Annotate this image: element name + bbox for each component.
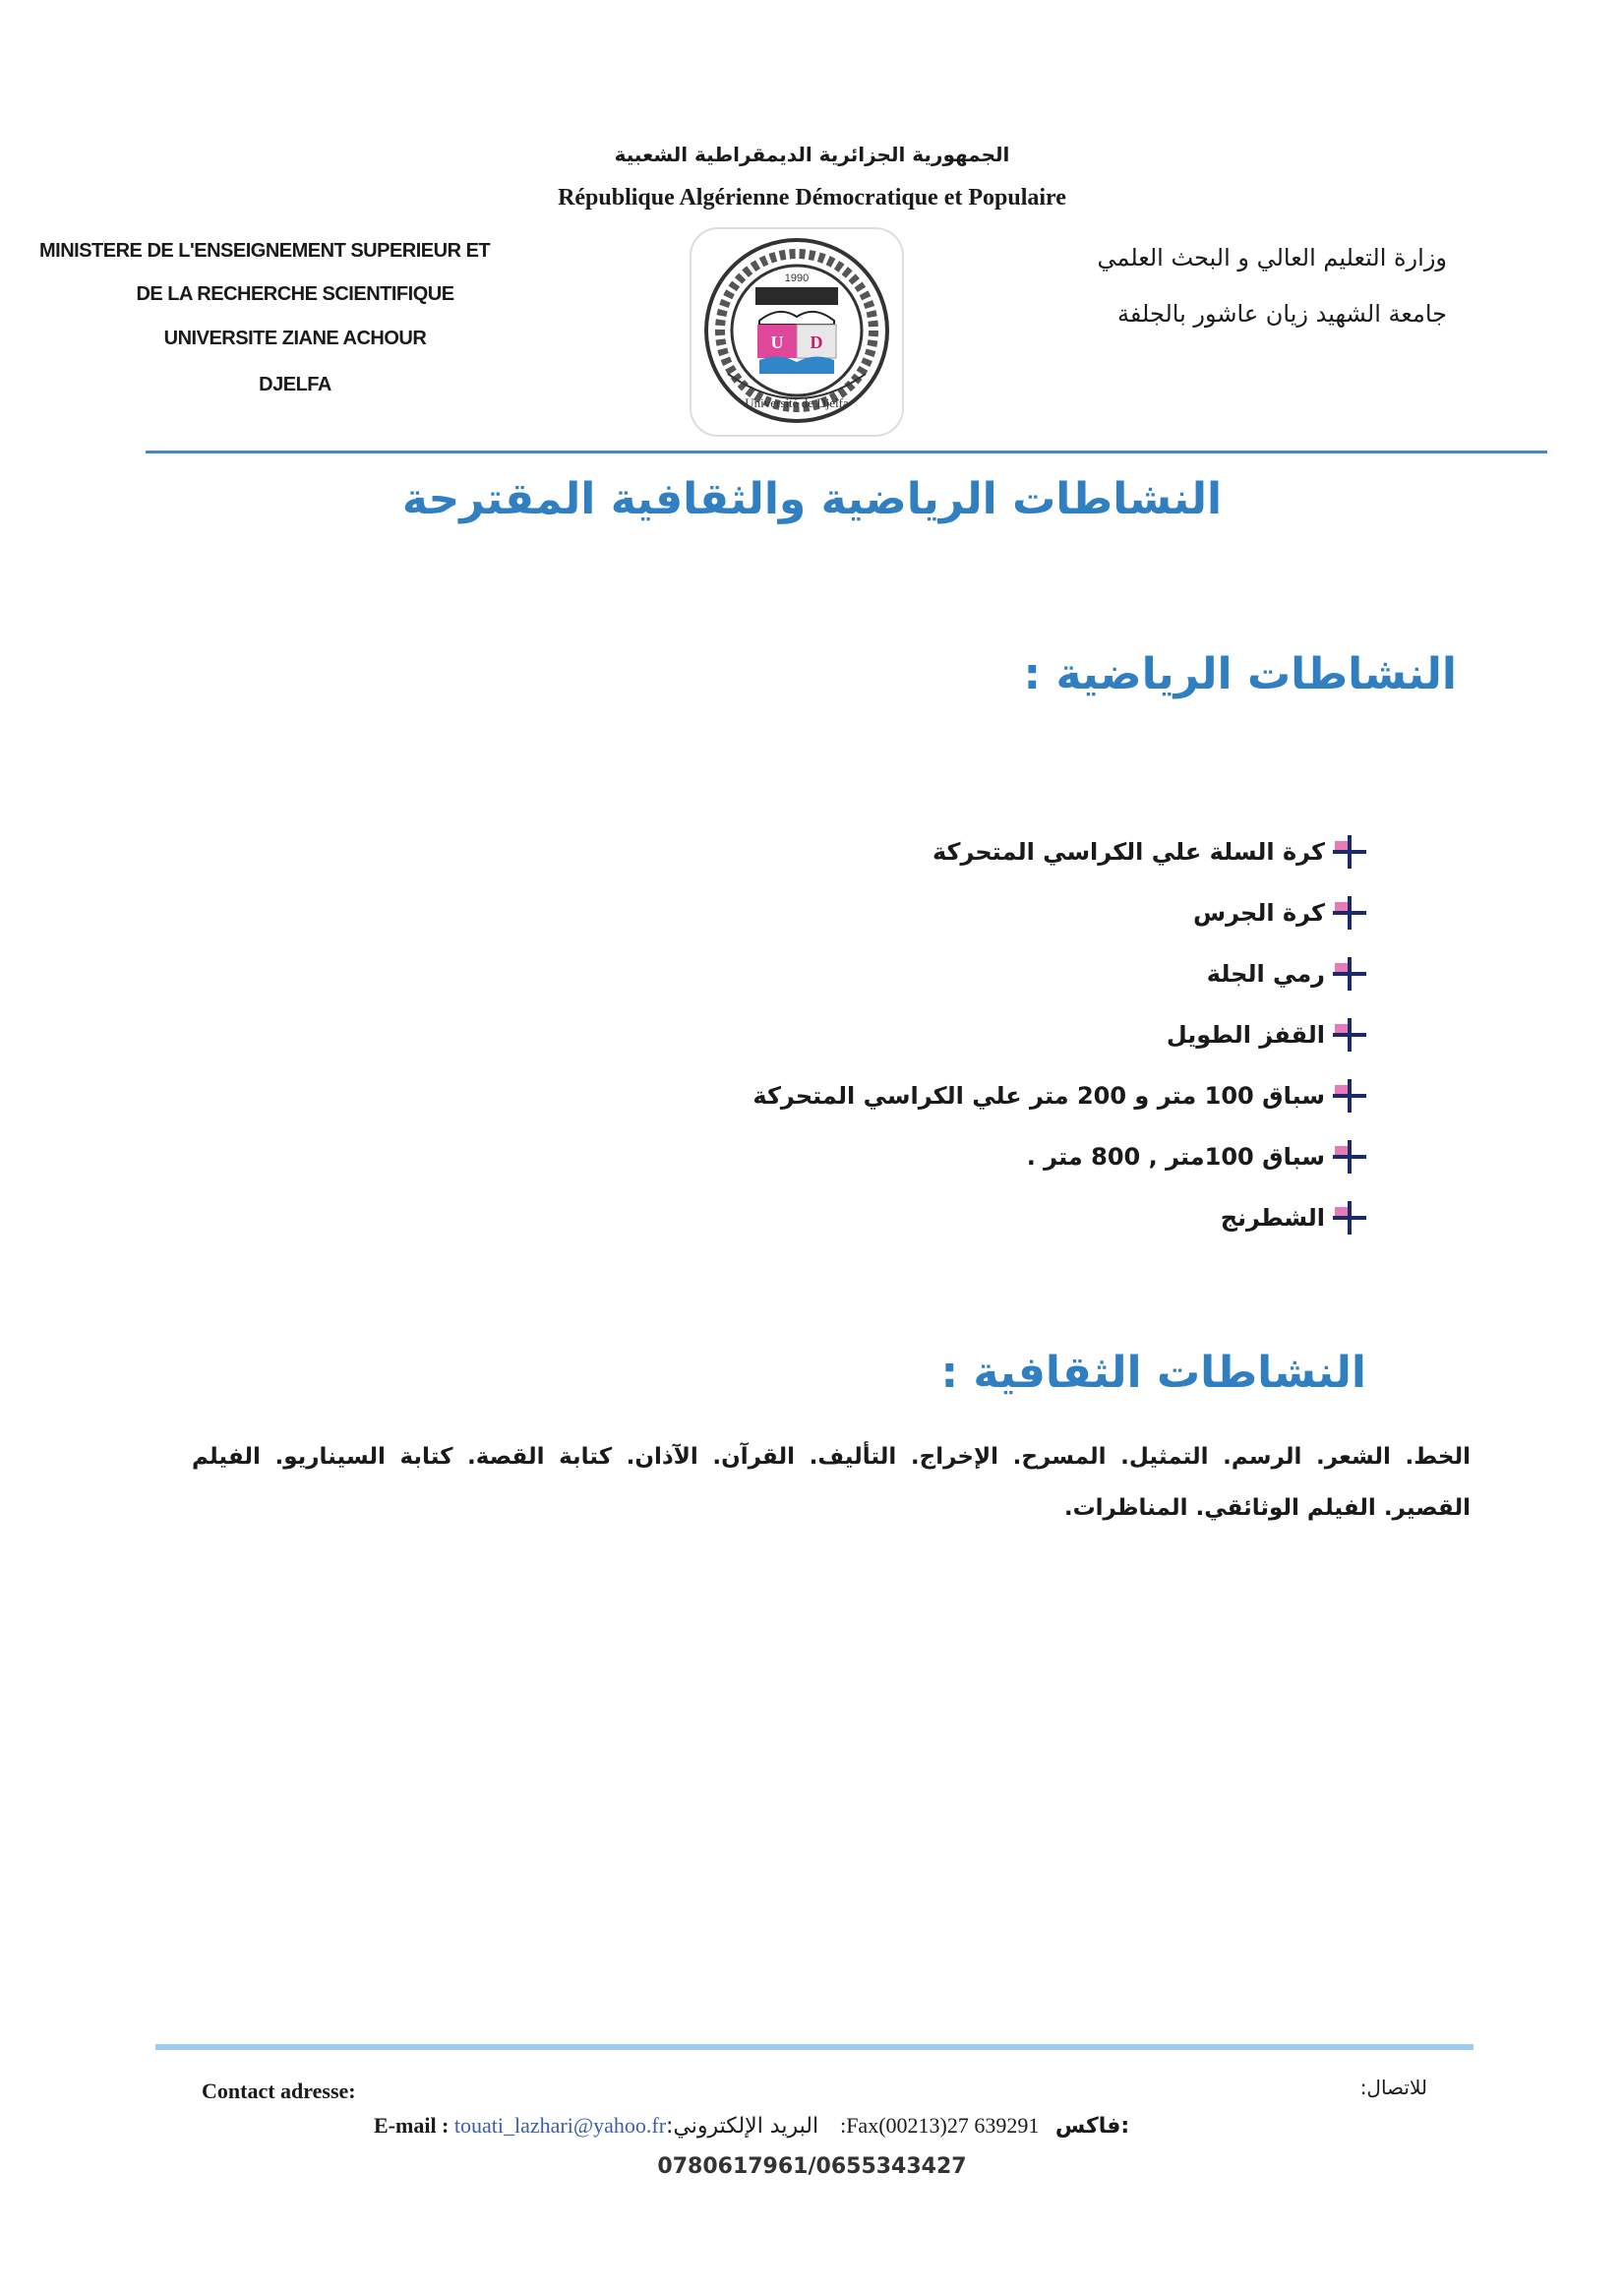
ministry-name-line-2: DE LA RECHERCHE SCIENTIFIQUE [136, 283, 454, 305]
bullet-icon [1331, 1138, 1368, 1176]
ministry-name-line-1: MINISTERE DE L'ENSEIGNEMENT SUPERIEUR ET [39, 240, 491, 262]
contact-label-french: Contact adresse: [202, 2079, 356, 2103]
university-name-french: UNIVERSITE ZIANE ACHOUR [163, 328, 427, 349]
fax-label-arabic: فاكس: [1054, 2114, 1130, 2139]
contact-label-arabic: للاتصال: [1359, 2076, 1427, 2099]
email-link[interactable]: touati_lazhari@yahoo.fr [453, 2113, 667, 2138]
culture-heading: النشاطات الثقافية : [940, 1348, 1366, 1398]
logo-letter-d: D [810, 332, 823, 352]
bullet-icon [1331, 955, 1368, 993]
list-item-label: الشطرنج [1220, 1204, 1325, 1232]
list-item [752, 943, 1368, 1004]
bullet-icon [1331, 1016, 1368, 1054]
culture-activities-text: الخط. الشعر. الرسم. التمثيل. المسرح. الإخراج. التأليف. القرآن. الآذان. كتابة القصة. كتابة السيناريو. الفيلم القصير. الفيلم الوثائقي. المناظرات. [192, 1444, 1471, 1521]
list-item [752, 821, 1368, 882]
fax-number: :Fax(00213)27 639291 [840, 2113, 1040, 2138]
contact-details [374, 2113, 1259, 2139]
university-city: DJELFA [259, 374, 331, 395]
header-divider [146, 451, 1547, 453]
list-item-label: سباق 100متر , 800 متر . [1026, 1143, 1325, 1171]
republic-name-arabic: الجمهورية الجزائرية الديمقراطية الشعبية [614, 143, 1010, 166]
footer-divider [155, 2044, 1474, 2050]
list-item [752, 882, 1368, 943]
email-label: E-mail : [374, 2113, 450, 2138]
sports-list [752, 821, 1368, 1248]
logo-ring-text: Université de Djelfa [745, 395, 849, 410]
list-item [752, 1065, 1368, 1126]
university-logo [689, 226, 905, 438]
list-item [752, 1187, 1368, 1248]
sports-heading: النشاطات الرياضية : [1023, 649, 1457, 699]
bullet-icon [1331, 1199, 1368, 1237]
bullet-icon [1331, 1077, 1368, 1115]
page-title: النشاطات الرياضية والثقافية المقترحة [401, 474, 1223, 524]
list-item-label: كرة الجرس [1193, 899, 1325, 927]
list-item-label: سباق 100 متر و 200 متر علي الكراسي المتحركة [752, 1082, 1325, 1110]
phone-numbers: 0780617961/0655343427 [657, 2154, 967, 2179]
republic-name-french: République Algérienne Démocratique et Populaire [558, 185, 1066, 211]
logo-letter-u: U [770, 332, 784, 352]
email-label-arabic: :البريد الإلكتروني [666, 2114, 819, 2139]
list-item [752, 1004, 1368, 1065]
logo-year: 1990 [784, 272, 810, 284]
university-name-arabic: جامعة الشهيد زيان عاشور بالجلفة [1117, 300, 1447, 328]
bullet-icon [1331, 894, 1368, 932]
list-item [752, 1126, 1368, 1187]
list-item-label: كرة السلة علي الكراسي المتحركة [932, 838, 1325, 866]
bullet-icon [1331, 833, 1368, 871]
list-item-label: القفز الطويل [1166, 1021, 1325, 1049]
ministry-name-arabic: وزارة التعليم العالي و البحث العلمي [1097, 244, 1447, 272]
list-item-label: رمي الجلة [1206, 960, 1325, 988]
